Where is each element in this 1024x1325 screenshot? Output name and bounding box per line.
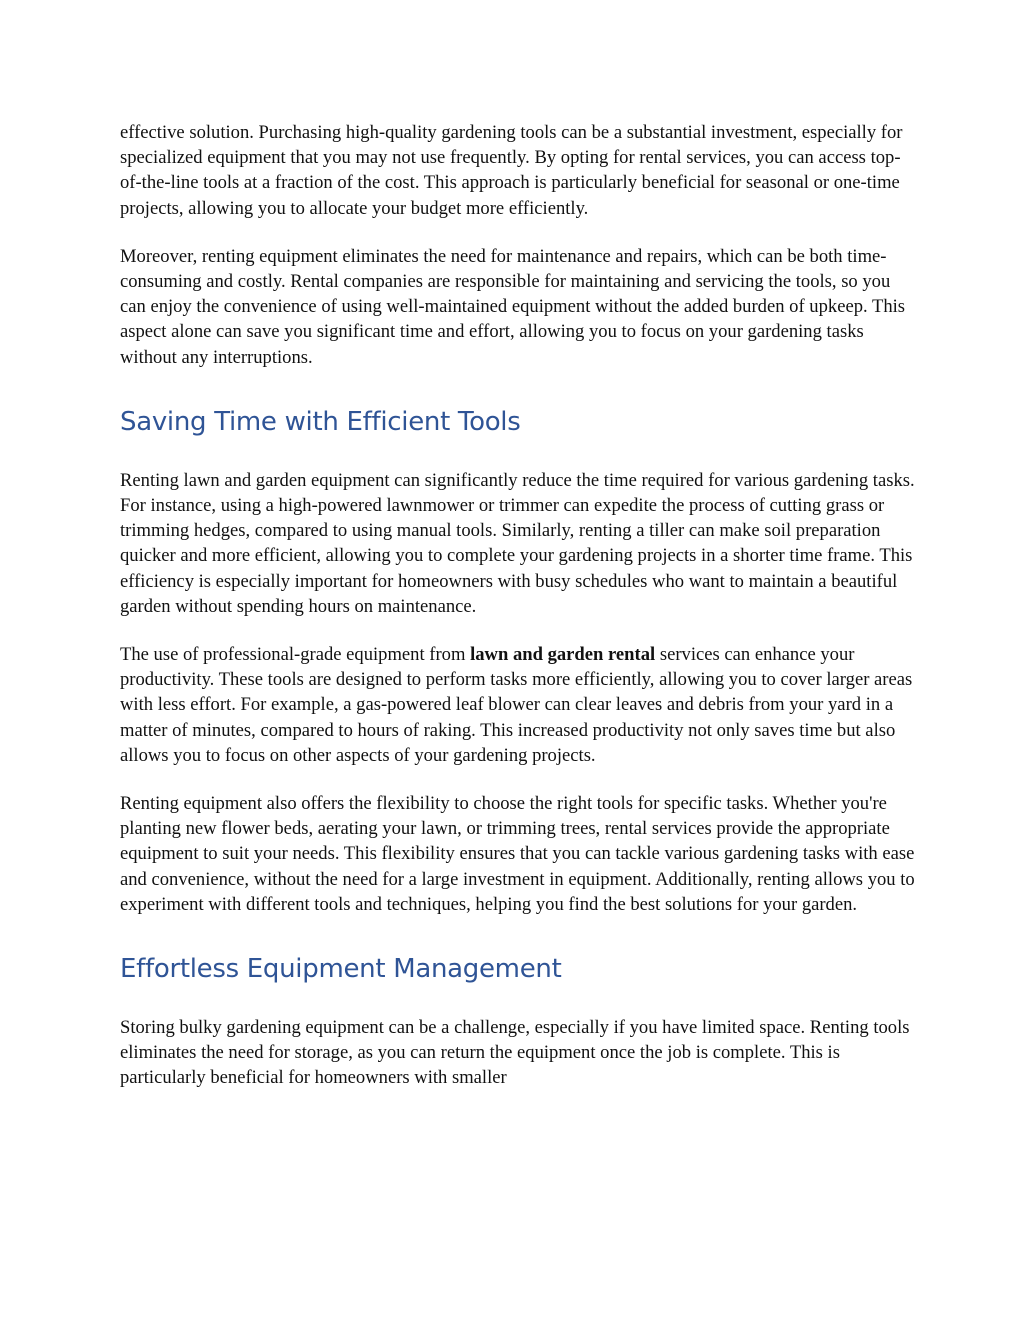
heading-equipment-management: Effortless Equipment Management — [120, 954, 562, 985]
paragraph-flexibility: Renting equipment also offers the flexibility to choose the right tools for specific tasks. Whether you're planting new flower beds, aerating your lawn, or trimming trees, rental services provide the appropriate equipment to suit your needs. This flexibility ensures that you can tackle various gardening tasks with ease and convenience, without the need for a large investment in equipment. Additionally, renting allows you to experiment with different tools and techniques, helping you find the best solutions for your garden. — [120, 793, 915, 915]
paragraph-productivity-end: services can enhance your productivity. These tools are designed to perform tasks more efficiently, allowing you to cover larger areas with less effort. For example, a gas-powered leaf blower can clear leaves and debris from your yard in a matter of minutes, compared to hours of raking. This increased productivity not only saves time but also allows you to focus on other aspects of your gardening projects. — [120, 644, 913, 766]
paragraph-productivity — [120, 642, 920, 768]
paragraph-productivity-start: The use of professional-grade equipment from — [120, 644, 471, 666]
heading-saving-time: Saving Time with Efficient Tools — [120, 406, 521, 437]
keyword-lawn-garden-rental: lawn and garden rental — [470, 644, 656, 666]
paragraph-maintenance: Moreover, renting equipment eliminates the need for maintenance and repairs, which can be both time-consuming and costly. Rental companies are responsible for maintaining and servicing the tools, so you can enjoy the convenience of using well-maintained equipment without the added burden of upkeep. This aspect alone can save you significant time and effort, allowing you to focus on your gardening tasks without any interruptions. — [120, 245, 906, 368]
paragraph-reduce-time: Renting lawn and garden equipment can significantly reduce the time required for various gardening tasks. For instance, using a high-powered lawnmower or trimmer can expedite the process of cutting grass or trimming hedges, compared to using manual tools. Similarly, renting a tiller can make soil preparation quicker and more efficient, allowing you to complete your gardening projects in a shorter time frame. This efficiency is especially important for homeowners with busy schedules who want to maintain a beautiful garden without spending hours on maintenance. — [120, 469, 915, 617]
paragraph-cost-effective: effective solution. Purchasing high-quality gardening tools can be a substantial investment, especially for specialized equipment that you may not use frequently. By opting for rental services, you can access top-of-the-line tools at a fraction of the cost. This approach is particularly beneficial for seasonal or one-time projects, allowing you to allocate your budget more efficiently. — [120, 122, 903, 219]
document-page — [120, 120, 920, 1114]
paragraph-storage: Storing bulky gardening equipment can be a challenge, especially if you have limited space. Renting tools eliminates the need for storage, as you can return the equipment once the job is complete. This is particularly beneficial for homeowners with smaller — [120, 1017, 910, 1089]
